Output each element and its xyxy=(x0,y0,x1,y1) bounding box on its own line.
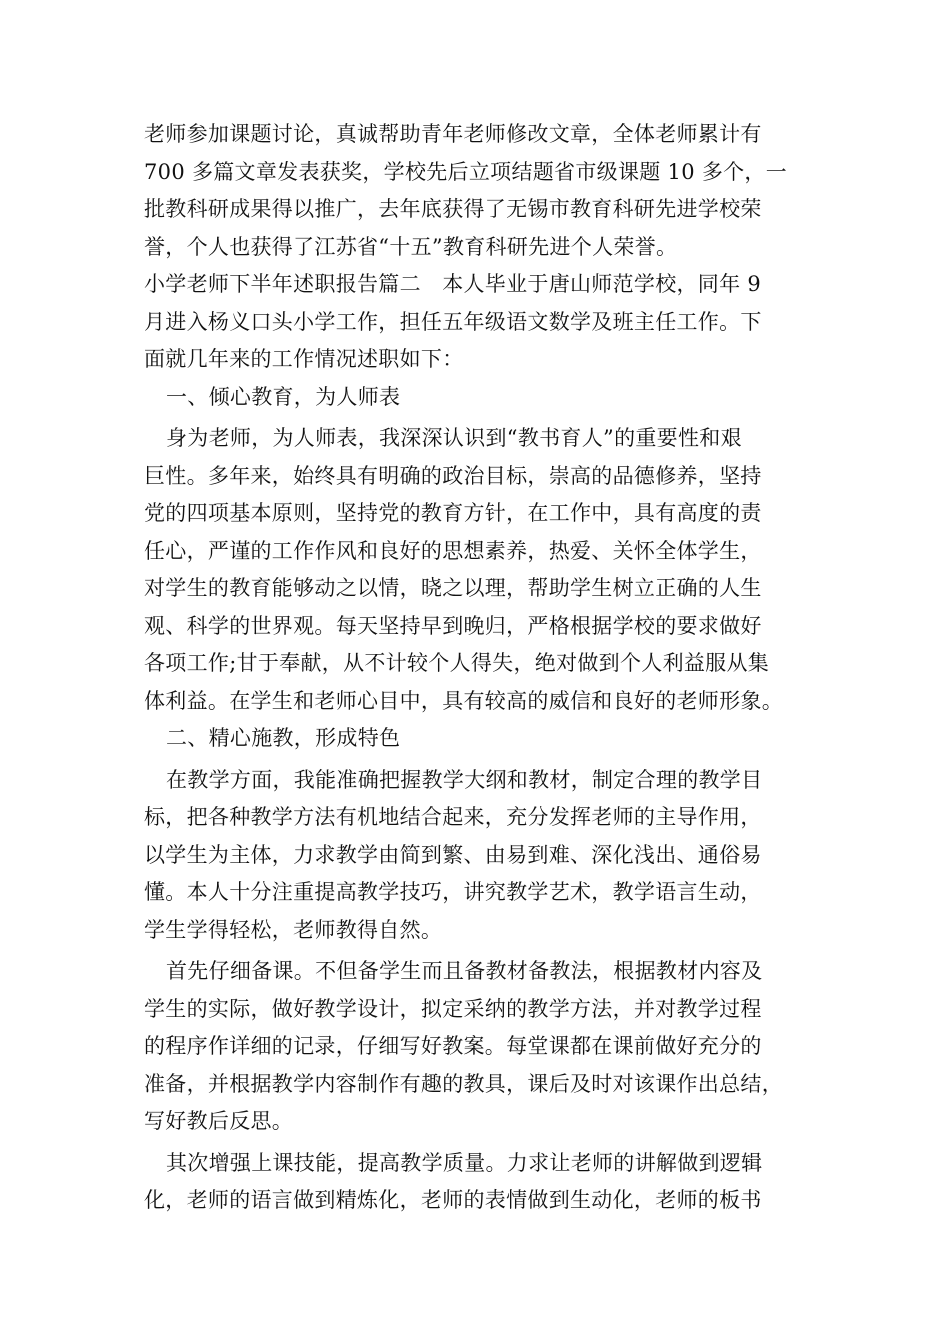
text-line: 700 多篇文章发表获奖，学校先后立项结题省市级课题 10 多个，一 xyxy=(144,159,788,184)
text-line: 以学生为主体，力求教学由简到繁、由易到难、深化浅出、通俗易 xyxy=(144,842,762,867)
text-line: 其次增强上课技能，提高教学质量。力求让老师的讲解做到逻辑 xyxy=(166,1150,763,1175)
text-line: 月进入杨义口头小学工作，担任五年级语文数学及班主任工作。下 xyxy=(144,309,762,334)
text-line: 写好教后反思。 xyxy=(144,1109,294,1133)
text-line: 化，老师的语言做到精炼化，老师的表情做到生动化，老师的板书 xyxy=(144,1188,762,1212)
text-line: 党的四项基本原则，坚持党的教育方针，在工作中，具有高度的责 xyxy=(144,501,762,525)
section-heading-1: 一、倾心教育，为人师表 xyxy=(166,384,401,409)
text-line: 身为老师，为人师表，我深深认识到“教书育人”的重要性和艰 xyxy=(166,426,742,450)
text-line: 标，把各种教学方法有机地结合起来，充分发挥老师的主导作用， xyxy=(144,805,762,829)
text-line: 学生学得轻松，老师教得自然。 xyxy=(144,917,443,942)
text-line: 观、科学的世界观。每天坚持早到晚归，严格根据学校的要求做好 xyxy=(144,613,762,638)
text-line: 批教科研成果得以推广，去年底获得了无锡市教育科研先进学校荣 xyxy=(144,197,762,221)
text-line: 誉，个人也获得了江苏省“十五”教育科研先进个人荣誉。 xyxy=(144,234,678,259)
text-line: 对学生的教育能够动之以情，晓之以理，帮助学生树立正确的人生 xyxy=(144,576,762,600)
text-line: 懂。本人十分注重提高教学技巧，讲究教学艺术，教学语言生动， xyxy=(144,880,762,904)
text-line: 首先仔细备课。不但备学生而且备教材备教法，根据教材内容及 xyxy=(166,959,763,983)
document-body xyxy=(144,116,824,1220)
text-line: 任心，严谨的工作作风和良好的思想素养，热爱、关怀全体学生， xyxy=(144,538,762,563)
text-line: 准备，并根据教学内容制作有趣的教具，课后及时对该课作出总结， xyxy=(144,1071,783,1096)
text-line: 体利益。在学生和老师心目中，具有较高的威信和良好的老师形象。 xyxy=(144,688,783,713)
section-heading-2: 二、精心施教，形成特色 xyxy=(166,726,401,750)
text-line: 老师参加课题讨论，真诚帮助青年老师修改文章，全体老师累计有 xyxy=(144,122,762,146)
text-line: 的程序作详细的记录，仔细写好教案。每堂课都在课前做好充分的 xyxy=(144,1034,762,1058)
text-line: 面就几年来的工作情况述职如下： xyxy=(144,347,464,371)
text-line: 学生的实际，做好教学设计，拟定采纳的教学方法，并对教学过程 xyxy=(144,996,762,1021)
text-line: 各项工作;甘于奉献，从不计较个人得失，绝对做到个人利益服从集 xyxy=(144,651,770,675)
text-line: 在教学方面，我能准确把握教学大纲和教材，制定合理的教学目 xyxy=(166,767,763,792)
text-line: 巨性。多年来，始终具有明确的政治目标，崇高的品德修养，坚持 xyxy=(144,463,762,488)
report-heading-line: 小学老师下半年述职报告篇二 本人毕业于唐山师范学校，同年 9 xyxy=(144,272,762,296)
